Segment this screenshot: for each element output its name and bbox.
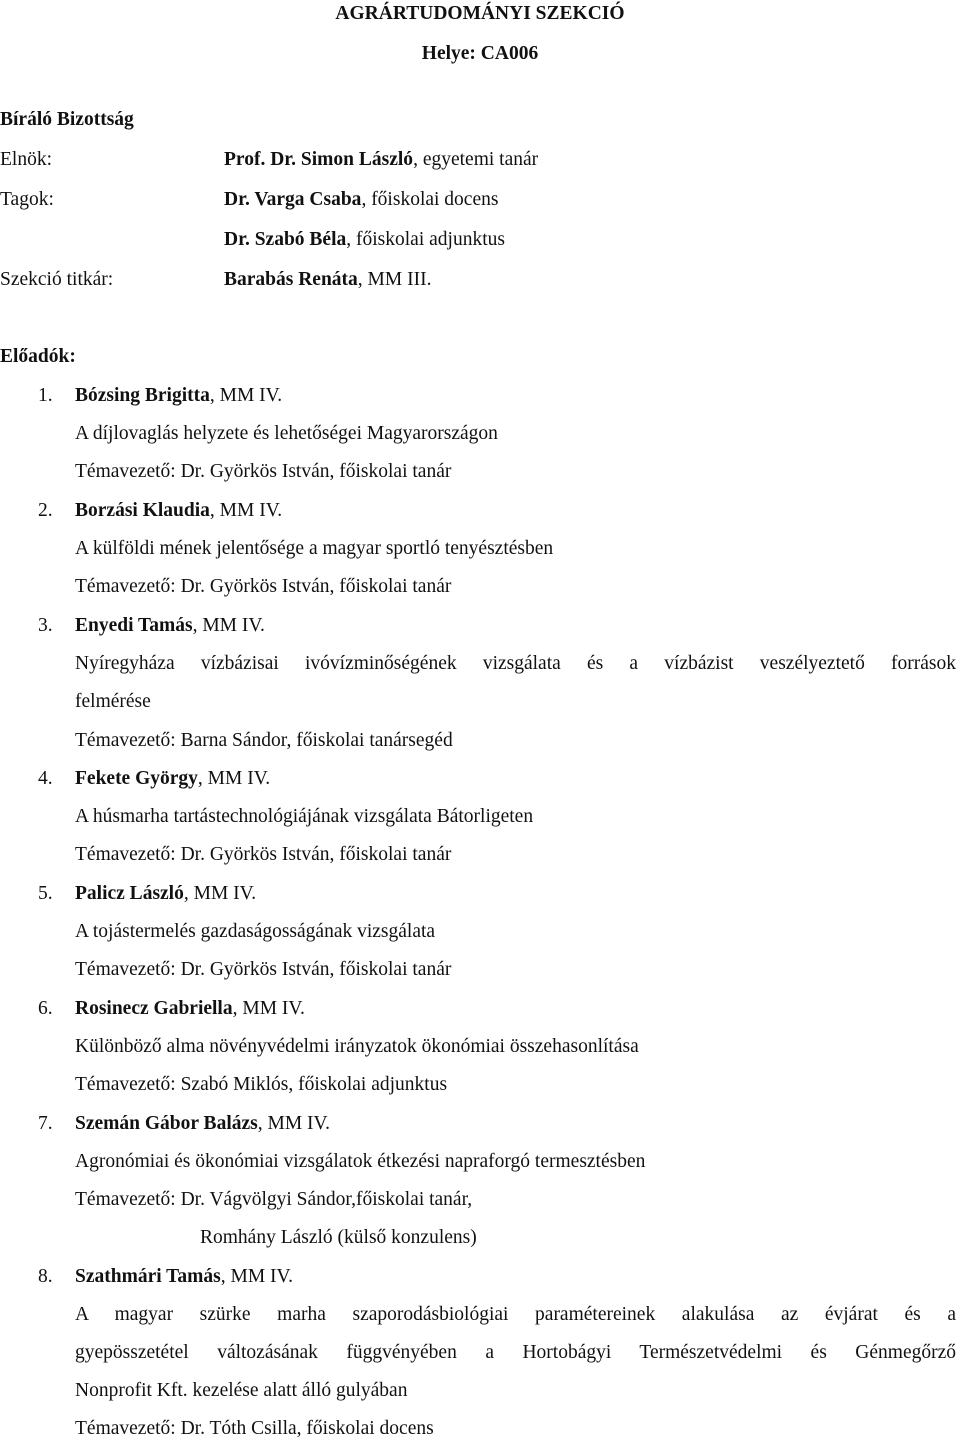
member-entry-1 [224, 188, 498, 212]
members-label: Tagok: [0, 189, 54, 210]
member-name: Dr. Szabó Béla [224, 229, 347, 250]
chair-role: , egyetemi tanár [413, 149, 539, 170]
presentation-title: A tojástermelés gazdaságosságának vizsgálata [75, 921, 436, 942]
advisor-line: Témavezető: Barna Sándor, főiskolai tanársegéd [75, 730, 453, 751]
list-item-number: 1. [38, 385, 53, 406]
advisor-line: Témavezető: Dr. Györkös István, főiskolai tanár [75, 844, 452, 865]
presenter-year: , MM IV. [232, 998, 305, 1019]
list-item-number: 8. [38, 1266, 53, 1287]
member-role: , főiskolai docens [361, 189, 499, 210]
presenter-name: Rosinecz Gabriella [75, 998, 233, 1019]
advisor-line: Témavezető: Dr. Tóth Csilla, főiskolai docens [75, 1418, 434, 1439]
presenter-name: Szathmári Tamás [75, 1266, 221, 1287]
committee-heading [0, 108, 134, 132]
presentation-title: A magyar szürke marha szaporodásbiológiai paramétereinek alakulása az évjárat és a [75, 1304, 956, 1325]
section-location [0, 42, 960, 66]
list-item-number: 4. [38, 768, 53, 789]
secretary-role: , MM III. [357, 269, 432, 290]
member-role: , főiskolai adjunktus [346, 229, 505, 250]
chair-entry [224, 148, 538, 172]
presenter-entry [75, 997, 305, 1021]
list-item-number: 2. [38, 500, 53, 521]
presenter-year: , MM IV. [220, 1266, 293, 1287]
presentation-title-cont: Nonprofit Kft. kezelése alatt álló gulyában [75, 1380, 408, 1401]
advisor-line-secondary: Romhány László (külső konzulens) [200, 1227, 477, 1248]
presenter-year: , MM IV. [209, 500, 283, 521]
advisor-line: Témavezető: Dr. Györkös István, főiskolai tanár [75, 959, 452, 980]
advisor-line: Témavezető: Szabó Miklós, főiskolai adjunktus [75, 1074, 448, 1095]
presentation-title: Agronómiai és ökonómiai vizsgálatok étkezési napraforgó termesztésben [75, 1151, 646, 1172]
presentation-title-cont: gyepösszetétel változásának függvényében a Hortobágyi Természetvédelmi és Génmegőrző [75, 1342, 956, 1363]
chair-name: Prof. Dr. Simon László [224, 149, 414, 170]
section-title-text: AGRÁRTUDOMÁNYI SZEKCIÓ [335, 3, 625, 24]
secretary-name: Barabás Renáta [224, 269, 358, 290]
presenter-name: Enyedi Tamás [75, 615, 193, 636]
presenter-year: , MM IV. [192, 615, 265, 636]
advisor-line: Témavezető: Dr. Györkös István, főiskolai tanár [75, 461, 452, 482]
list-item-number: 7. [38, 1113, 53, 1134]
presentation-title: A külföldi mének jelentősége a magyar sportló tenyésztésben [75, 538, 554, 559]
presenter-name: Palicz László [75, 883, 184, 904]
presenter-year: , MM IV. [257, 1113, 330, 1134]
presenter-name: Borzási Klaudia [75, 500, 210, 521]
list-item-number: 6. [38, 998, 53, 1019]
presenters-heading [0, 345, 76, 369]
presentation-title: Különböző alma növényvédelmi irányzatok ökonómiai összehasonlítása [75, 1036, 639, 1057]
presenter-entry [75, 499, 282, 523]
committee-heading-text: Bíráló Bizottság [0, 109, 134, 130]
presenter-name: Fekete György [75, 768, 198, 789]
presenter-name: Bózsing Brigitta [75, 385, 210, 406]
presenter-entry [75, 614, 265, 638]
presenters-heading-text: Előadók: [0, 346, 76, 367]
secretary-label: Szekció titkár: [0, 269, 114, 290]
member-name: Dr. Varga Csaba [224, 189, 362, 210]
presentation-title: A húsmarha tartástechnológiájának vizsgálata Bátorligeten [75, 806, 534, 827]
presenter-year: , MM IV. [183, 883, 257, 904]
presenter-entry [75, 1265, 293, 1289]
presenter-entry [75, 1112, 330, 1136]
presenter-entry [75, 767, 270, 791]
presentation-title: Nyíregyháza vízbázisai ivóvízminőségének vizsgálata és a vízbázist veszélyeztető források [75, 653, 956, 674]
presenter-year: , MM IV. [209, 385, 283, 406]
member-entry-2 [224, 228, 505, 252]
presenter-entry [75, 384, 282, 408]
section-title [0, 2, 960, 26]
presentation-title-cont: felmérése [75, 691, 151, 712]
secretary-entry [224, 268, 431, 292]
chair-label: Elnök: [0, 149, 52, 170]
presenter-name: Szemán Gábor Balázs [75, 1113, 258, 1134]
presenter-entry [75, 882, 256, 906]
advisor-line: Témavezető: Dr. Vágvölgyi Sándor,főiskolai tanár, [75, 1189, 473, 1210]
list-item-number: 3. [38, 615, 53, 636]
section-location-text: Helye: CA006 [421, 43, 539, 64]
presentation-title: A díjlovaglás helyzete és lehetőségei Magyarországon [75, 423, 498, 444]
advisor-line: Témavezető: Dr. Györkös István, főiskolai tanár [75, 576, 452, 597]
list-item-number: 5. [38, 883, 53, 904]
presenter-year: , MM IV. [197, 768, 271, 789]
